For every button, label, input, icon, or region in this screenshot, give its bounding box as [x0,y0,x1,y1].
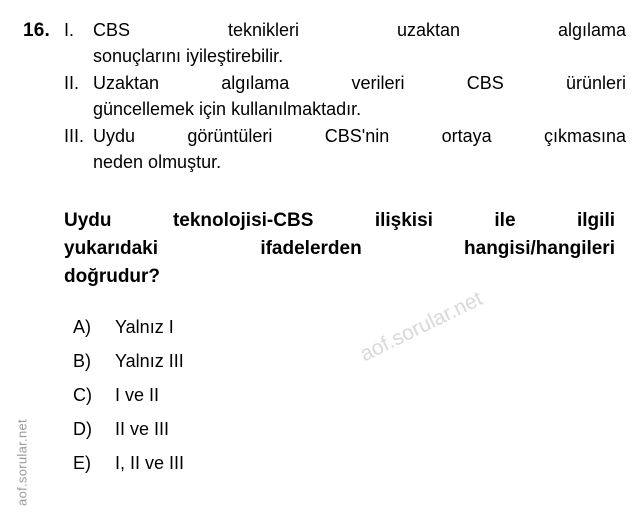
statement-i [64,18,626,69]
statement-iii-line2: neden olmuştur. [93,151,222,172]
left-watermark-text: aof.sorular.net [14,419,30,506]
option-e-text: I, II ve III [115,453,185,474]
question-prompt [64,207,615,290]
option-b[interactable] [73,351,626,372]
diagonal-watermark: aof.sorular.net [356,287,487,367]
option-a-text: Yalnız I [115,317,174,338]
statement-ii-line2: güncellemek için kullanılmaktadır. [93,98,362,119]
statement-ii-numeral: II. [64,73,80,94]
option-b-letter: B) [73,351,91,372]
option-d-letter: D) [73,419,92,440]
statement-iii-line1: Uydu görüntüleri CBS'nin ortaya çıkmasına [93,126,626,147]
answer-options [73,317,626,474]
statement-i-text [93,18,626,69]
question-content [64,18,626,487]
option-d[interactable] [73,419,626,440]
question-prompt-line-3: doğrudur? [64,265,161,287]
statement-ii-line1: Uzaktan algılama verileri CBS ürünleri [93,73,626,94]
statement-iii [64,124,626,175]
question-prompt-line-2: yukarıdaki ifadelerden hangisi/hangileri [64,238,615,260]
option-a-letter: A) [73,317,91,338]
option-c-text: I ve II [115,385,160,406]
statement-i-line1: CBS teknikleri uzaktan algılama [93,20,626,40]
left-watermark [0,0,28,526]
option-c-letter: C) [73,385,92,406]
option-e[interactable] [73,453,626,474]
statement-i-numeral: I. [64,20,75,40]
question-prompt-line-1: Uydu teknolojisi-CBS ilişkisi ile ilgili [64,210,615,232]
statement-ii-text [93,71,626,122]
statement-ii [64,71,626,122]
option-c[interactable] [73,385,626,406]
option-e-letter: E) [73,453,91,474]
statement-iii-text [93,124,626,175]
statement-i-line2: sonuçlarını iyileştirebilir. [93,45,284,66]
question-number: 16. [23,20,51,41]
option-d-text: II ve III [115,419,170,440]
statement-iii-numeral: III. [64,126,85,147]
option-b-text: Yalnız III [115,351,184,372]
option-a[interactable] [73,317,626,338]
